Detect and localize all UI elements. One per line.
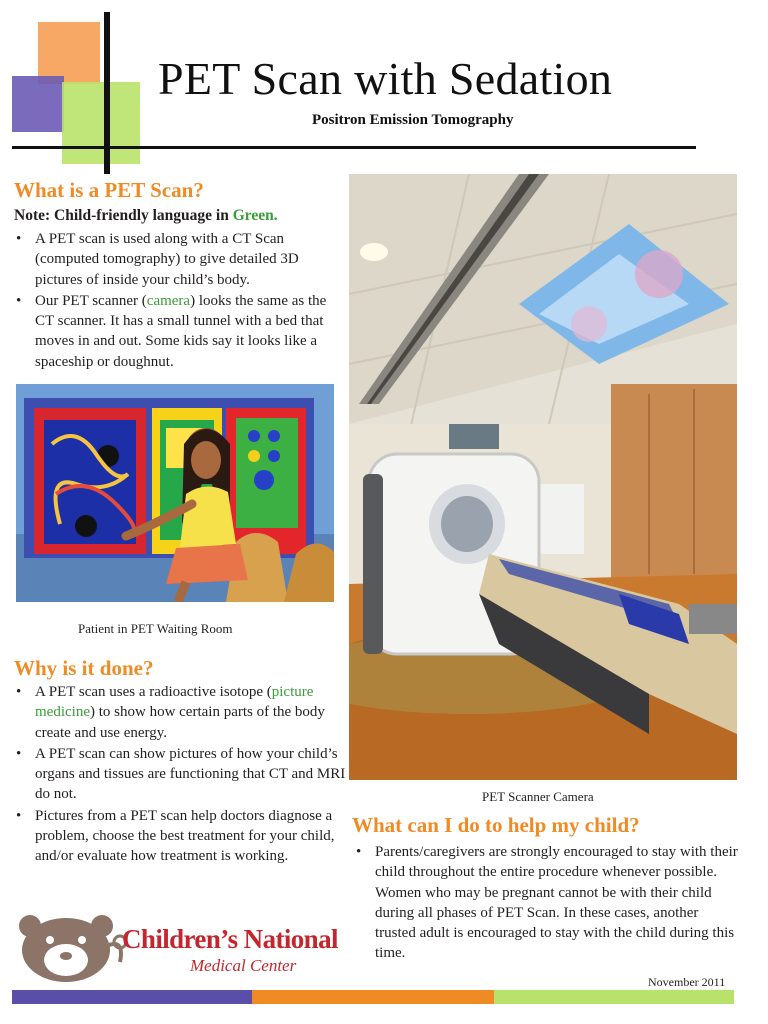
decor-orange-square <box>38 22 100 84</box>
footer-bar-orange <box>252 990 494 1004</box>
heading-what-is-pet: What is a PET Scan? <box>14 178 204 202</box>
caption-scanner: PET Scanner Camera <box>482 789 594 804</box>
heading-why-done: Why is it done? <box>14 656 154 680</box>
note-child-friendly <box>14 207 278 225</box>
list-item <box>12 291 347 372</box>
list-why-done <box>12 682 350 868</box>
publication-date: November 2011 <box>648 975 726 989</box>
list-item-text: A PET scan uses a radioactive isotope ( <box>35 684 272 700</box>
green-term: picture medicine <box>35 684 314 721</box>
list-item <box>12 682 350 743</box>
decor-vertical-rule <box>104 12 110 174</box>
logo-name-text: Children’s National <box>122 924 338 954</box>
note-text: Note: Child-friendly language in <box>14 207 233 224</box>
list-item-text: ) looks the same as the CT scanner. It has a small tunnel with a bed that moves in and out. Some kids say it looks like a spaceship or doughnut. <box>35 292 327 370</box>
list-item: • Pictures from a PET scan help doctors diagnose a problem, choose the best treatment for your child, and/or evaluate how treatment is working. <box>12 806 350 867</box>
scanner-room-illustration <box>349 174 737 780</box>
list-item-text: ) to show how certain parts of the body create and use energy. <box>35 704 325 741</box>
footer-bar-green <box>494 990 734 1004</box>
green-term: camera <box>146 292 191 309</box>
header-divider <box>12 146 696 149</box>
list-what-is-pet <box>12 229 347 373</box>
page-title: PET Scan with Sedation <box>158 53 613 104</box>
list-item: • A PET scan can show pictures of how your child’s organs and tissues are functioning that CT and MRI do not. <box>12 744 350 805</box>
photo-pet-scanner-room <box>349 174 737 780</box>
waiting-room-illustration <box>16 384 334 602</box>
photo-waiting-room <box>16 384 334 602</box>
decor-purple-square <box>12 76 64 132</box>
footer-bar-purple <box>12 990 252 1004</box>
heading-what-can-i-do: What can I do to help my child? <box>352 813 640 837</box>
list-item: • A PET scan is used along with a CT Scan (computed tomography) to give detailed 3D pictures of inside your child’s body. <box>12 229 347 290</box>
logo-subtitle-text: Medical Center <box>190 956 297 975</box>
list-item-text: Our PET scanner ( <box>35 292 147 309</box>
list-item: • Parents/caregivers are strongly encouraged to stay with their child throughout the entire procedure whenever possible. Women who may be pregnant cannot be with their child during all phases of PET Scan. In these cases, another trusted adult is encouraged to stay with the child during this time. <box>352 842 742 964</box>
page-subtitle: Positron Emission Tomography <box>312 112 514 128</box>
decor-green-square <box>62 82 140 164</box>
note-green-word: Green. <box>232 207 278 224</box>
list-how-to-help <box>352 842 742 965</box>
caption-waiting-room: Patient in PET Waiting Room <box>78 621 233 636</box>
